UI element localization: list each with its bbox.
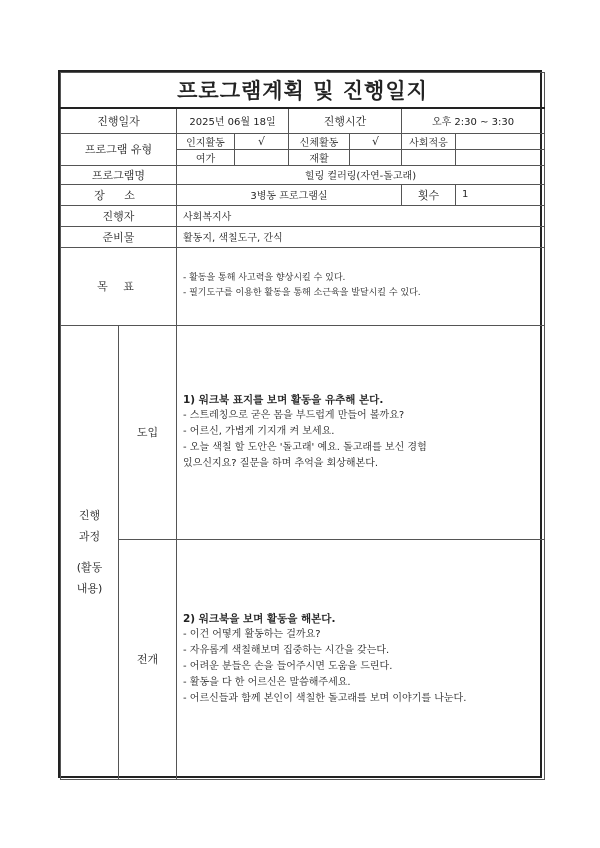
intro-line: - 어르신, 가볍게 기지개 켜 보세요. xyxy=(183,426,335,437)
count-value: 1 xyxy=(456,184,545,205)
count-label: 횟수 xyxy=(402,184,456,205)
development-label: 전개 xyxy=(119,539,177,779)
type-check-cognitive: √ xyxy=(235,133,289,149)
process-label-line: 진행 xyxy=(78,509,101,522)
intro-line: - 스트레칭으로 굳은 몸을 부드럽게 만들어 볼까요? xyxy=(183,410,405,421)
goal-item: - 필기도구를 이용한 활동을 통해 소근육을 발달시킬 수 있다. xyxy=(183,288,421,298)
intro-line: - 오늘 색칠 할 도안은 '돌고래' 예요. 돌고래를 보신 경험 xyxy=(183,442,427,453)
intro-line: 있으신지요? 질문을 하며 추억을 회상해본다. xyxy=(183,458,379,469)
date-value: 2025년 06월 18일 xyxy=(177,108,289,133)
process-label xyxy=(61,325,119,779)
supplies-value: 활동지, 색칠도구, 간식 xyxy=(177,226,545,247)
process-label-line: 내용) xyxy=(76,582,103,595)
development-line: - 이건 어떻게 활동하는 걸까요? xyxy=(183,629,321,640)
goal-content xyxy=(177,247,545,325)
type-name-cognitive: 인지활동 xyxy=(177,133,235,149)
development-line: - 어르신들과 함께 본인이 색칠한 돌고래를 보며 이야기를 나눈다. xyxy=(183,693,467,704)
development-line: - 어려운 분들은 손을 들어주시면 도움을 드린다. xyxy=(183,661,393,672)
type-name-physical: 신체활동 xyxy=(289,133,350,149)
type-check-leisure xyxy=(235,149,289,165)
type-check-physical: √ xyxy=(350,133,402,149)
program-log-table xyxy=(60,72,545,780)
type-name-leisure: 여가 xyxy=(177,149,235,165)
program-name-label: 프로그램명 xyxy=(61,165,177,184)
development-heading: 2) 워크북을 보며 활동을 해본다. xyxy=(183,613,336,625)
type-check-rehab xyxy=(350,149,402,165)
program-type-label: 프로그램 유형 xyxy=(61,133,177,165)
development-line: - 자유롭게 색칠해보며 집중하는 시간을 갖는다. xyxy=(183,645,390,656)
goal-label: 목 표 xyxy=(61,247,177,325)
place-label: 장 소 xyxy=(61,184,177,205)
intro-heading: 1) 워크북 표지를 보며 활동을 유추해 본다. xyxy=(183,394,384,406)
intro-label: 도입 xyxy=(119,325,177,539)
process-label-line: (활동 xyxy=(76,561,103,574)
process-label-line: 과정 xyxy=(78,530,101,543)
type-name-rehab: 재활 xyxy=(289,149,350,165)
program-log-sheet xyxy=(58,70,542,778)
time-label: 진행시간 xyxy=(289,108,402,133)
type-empty-check xyxy=(456,149,545,165)
page-title: 프로그램계획 및 진행일지 xyxy=(61,73,545,109)
development-content xyxy=(177,539,545,779)
type-empty-name xyxy=(402,149,456,165)
supplies-label: 준비물 xyxy=(61,226,177,247)
program-name-value: 힐링 컬러링(자연-돌고래) xyxy=(177,165,545,184)
leader-value: 사회복지사 xyxy=(177,205,545,226)
intro-content xyxy=(177,325,545,539)
type-check-social xyxy=(456,133,545,149)
development-line: - 활동을 다 한 어르신은 말씀해주세요. xyxy=(183,677,351,688)
place-value: 3병동 프로그램실 xyxy=(177,184,402,205)
type-name-social: 사회적응 xyxy=(402,133,456,149)
leader-label: 진행자 xyxy=(61,205,177,226)
goal-item: - 활동을 통해 사고력을 향상시킬 수 있다. xyxy=(183,273,346,283)
date-label: 진행일자 xyxy=(61,108,177,133)
time-value: 오후 2:30 ~ 3:30 xyxy=(402,108,545,133)
